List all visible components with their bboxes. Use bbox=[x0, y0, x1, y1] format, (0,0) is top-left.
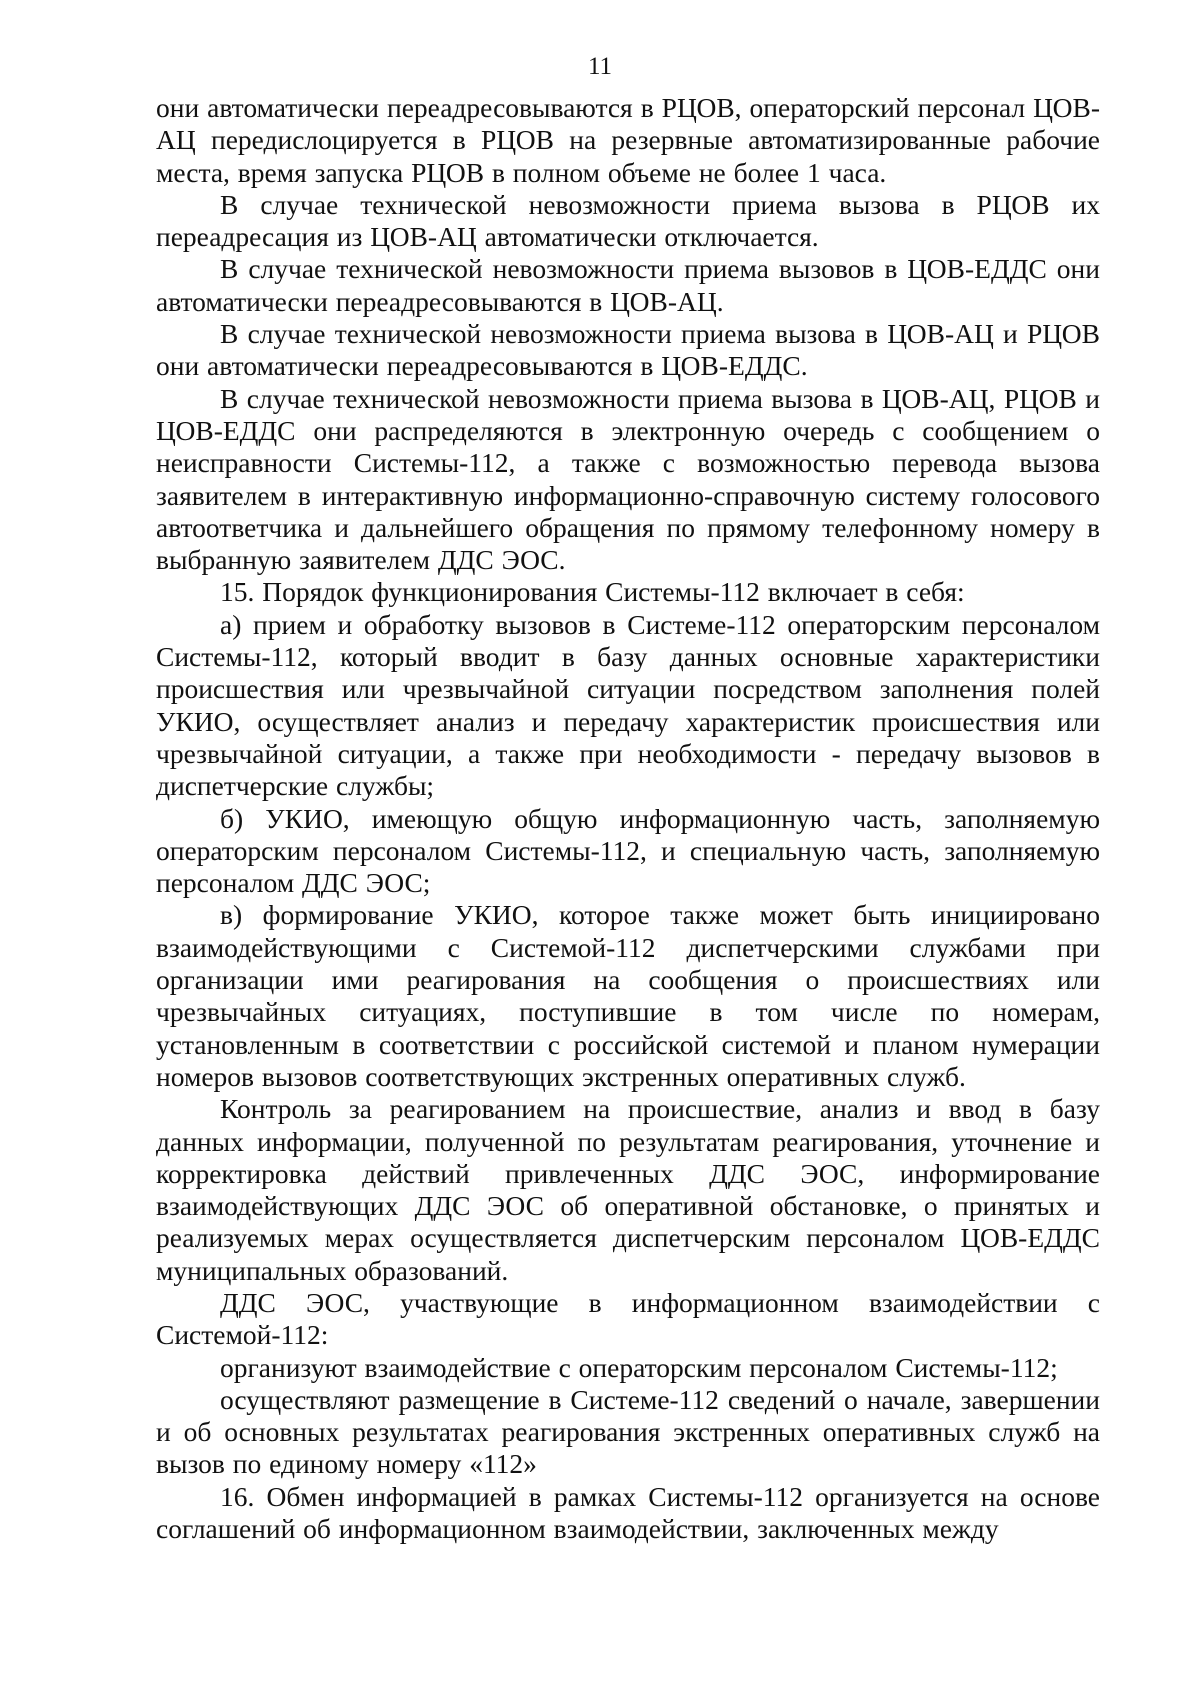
paragraph-control: Контроль за реагированием на происшествие, анализ и ввод в базу данных информации, полученной по результатам реагирования, уточнение и корректировка действий привлеченных ДДС ЭОС, информирование взаимодействующих ДДС ЭОС об оперативной обстановке, о принятых и реализуемых мерах осуществляется диспетчерским персоналом ЦОВ-ЕДДС муниципальных образований. bbox=[156, 1093, 1100, 1286]
paragraph-edds-fallback: В случае технической невозможности приема вызовов в ЦОВ-ЕДДС они автоматически переадресовываются в ЦОВ-АЦ. bbox=[156, 253, 1100, 317]
paragraph-item-16: 16. Обмен информацией в рамках Системы-112 организуется на основе соглашений об информационном взаимодействии, заключенных между bbox=[156, 1480, 1100, 1545]
paragraph-item-15b: б) УКИО, имеющую общую информационную часть, заполняемую операторским персоналом Системы-112, и специальную часть, заполняемую персоналом ДДС ЭОС; bbox=[156, 802, 1100, 899]
paragraph-ac-rcov-fallback: В случае технической невозможности приема вызова в ЦОВ-АЦ и РЦОВ они автоматически переадресовываются в ЦОВ-ЕДДС. bbox=[156, 318, 1100, 382]
paragraph-item-15: 15. Порядок функционирования Системы-112 включает в себя: bbox=[220, 576, 965, 608]
paragraph-dds-eos: ДДС ЭОС, участвующие в информационном взаимодействии с Системой-112: bbox=[156, 1286, 1100, 1351]
paragraph-dds-publish: осуществляют размещение в Системе-112 сведений о начале, завершении и об основных результатах реагирования экстренных оперативных служб на вызов по единому номеру «112» bbox=[156, 1383, 1100, 1480]
body-text bbox=[156, 92, 1100, 1545]
paragraph-rcov-fallback: В случае технической невозможности приема вызова в РЦОВ их переадресация из ЦОВ-АЦ автоматически отключается. bbox=[156, 188, 1100, 253]
paragraph-item-15a: а) прием и обработку вызовов в Системе-112 операторским персоналом Системы-112, который вводит в базу данных основные характеристики происшествия или чрезвычайной ситуации посредством заполнения полей УКИО, осуществляет анализ и передачу характеристик происшествия или чрезвычайной ситуации, а также при необходимости - передачу вызовов в диспетчерские службы; bbox=[156, 608, 1100, 802]
page-number: 11 bbox=[587, 53, 613, 80]
paragraph-queue-fallback: В случае технической невозможности приема вызова в ЦОВ-АЦ, РЦОВ и ЦОВ-ЕДДС они распределяются в электронную очередь с сообщением о неисправности Системы-112, а также с возможностью перевода вызова заявителем в интерактивную информационно-справочную систему голосового автоответчика и дальнейшего обращения по прямому телефонному номеру в выбранную заявителем ДДС ЭОС. bbox=[156, 382, 1100, 576]
paragraph-item-15v: в) формирование УКИО, которое также может быть инициировано взаимодействующими с Системой-112 диспетчерскими службами при организации ими реагирования на сообщения о происшествиях или чрезвычайных ситуациях, поступившие в том числе по номерам, установленным в соответствии с российской системой и планом нумерации номеров вызовов соответствующих экстренных оперативных служб. bbox=[156, 899, 1100, 1092]
paragraph-dds-organize: организуют взаимодействие с операторским персоналом Системы-112; bbox=[220, 1351, 1058, 1383]
paragraph-continuation: они автоматически переадресовываются в РЦОВ, операторский персонал ЦОВ-АЦ передислоцируется в РЦОВ на резервные автоматизированные рабочие места, время запуска РЦОВ в полном объеме не более 1 часа. bbox=[156, 92, 1100, 188]
